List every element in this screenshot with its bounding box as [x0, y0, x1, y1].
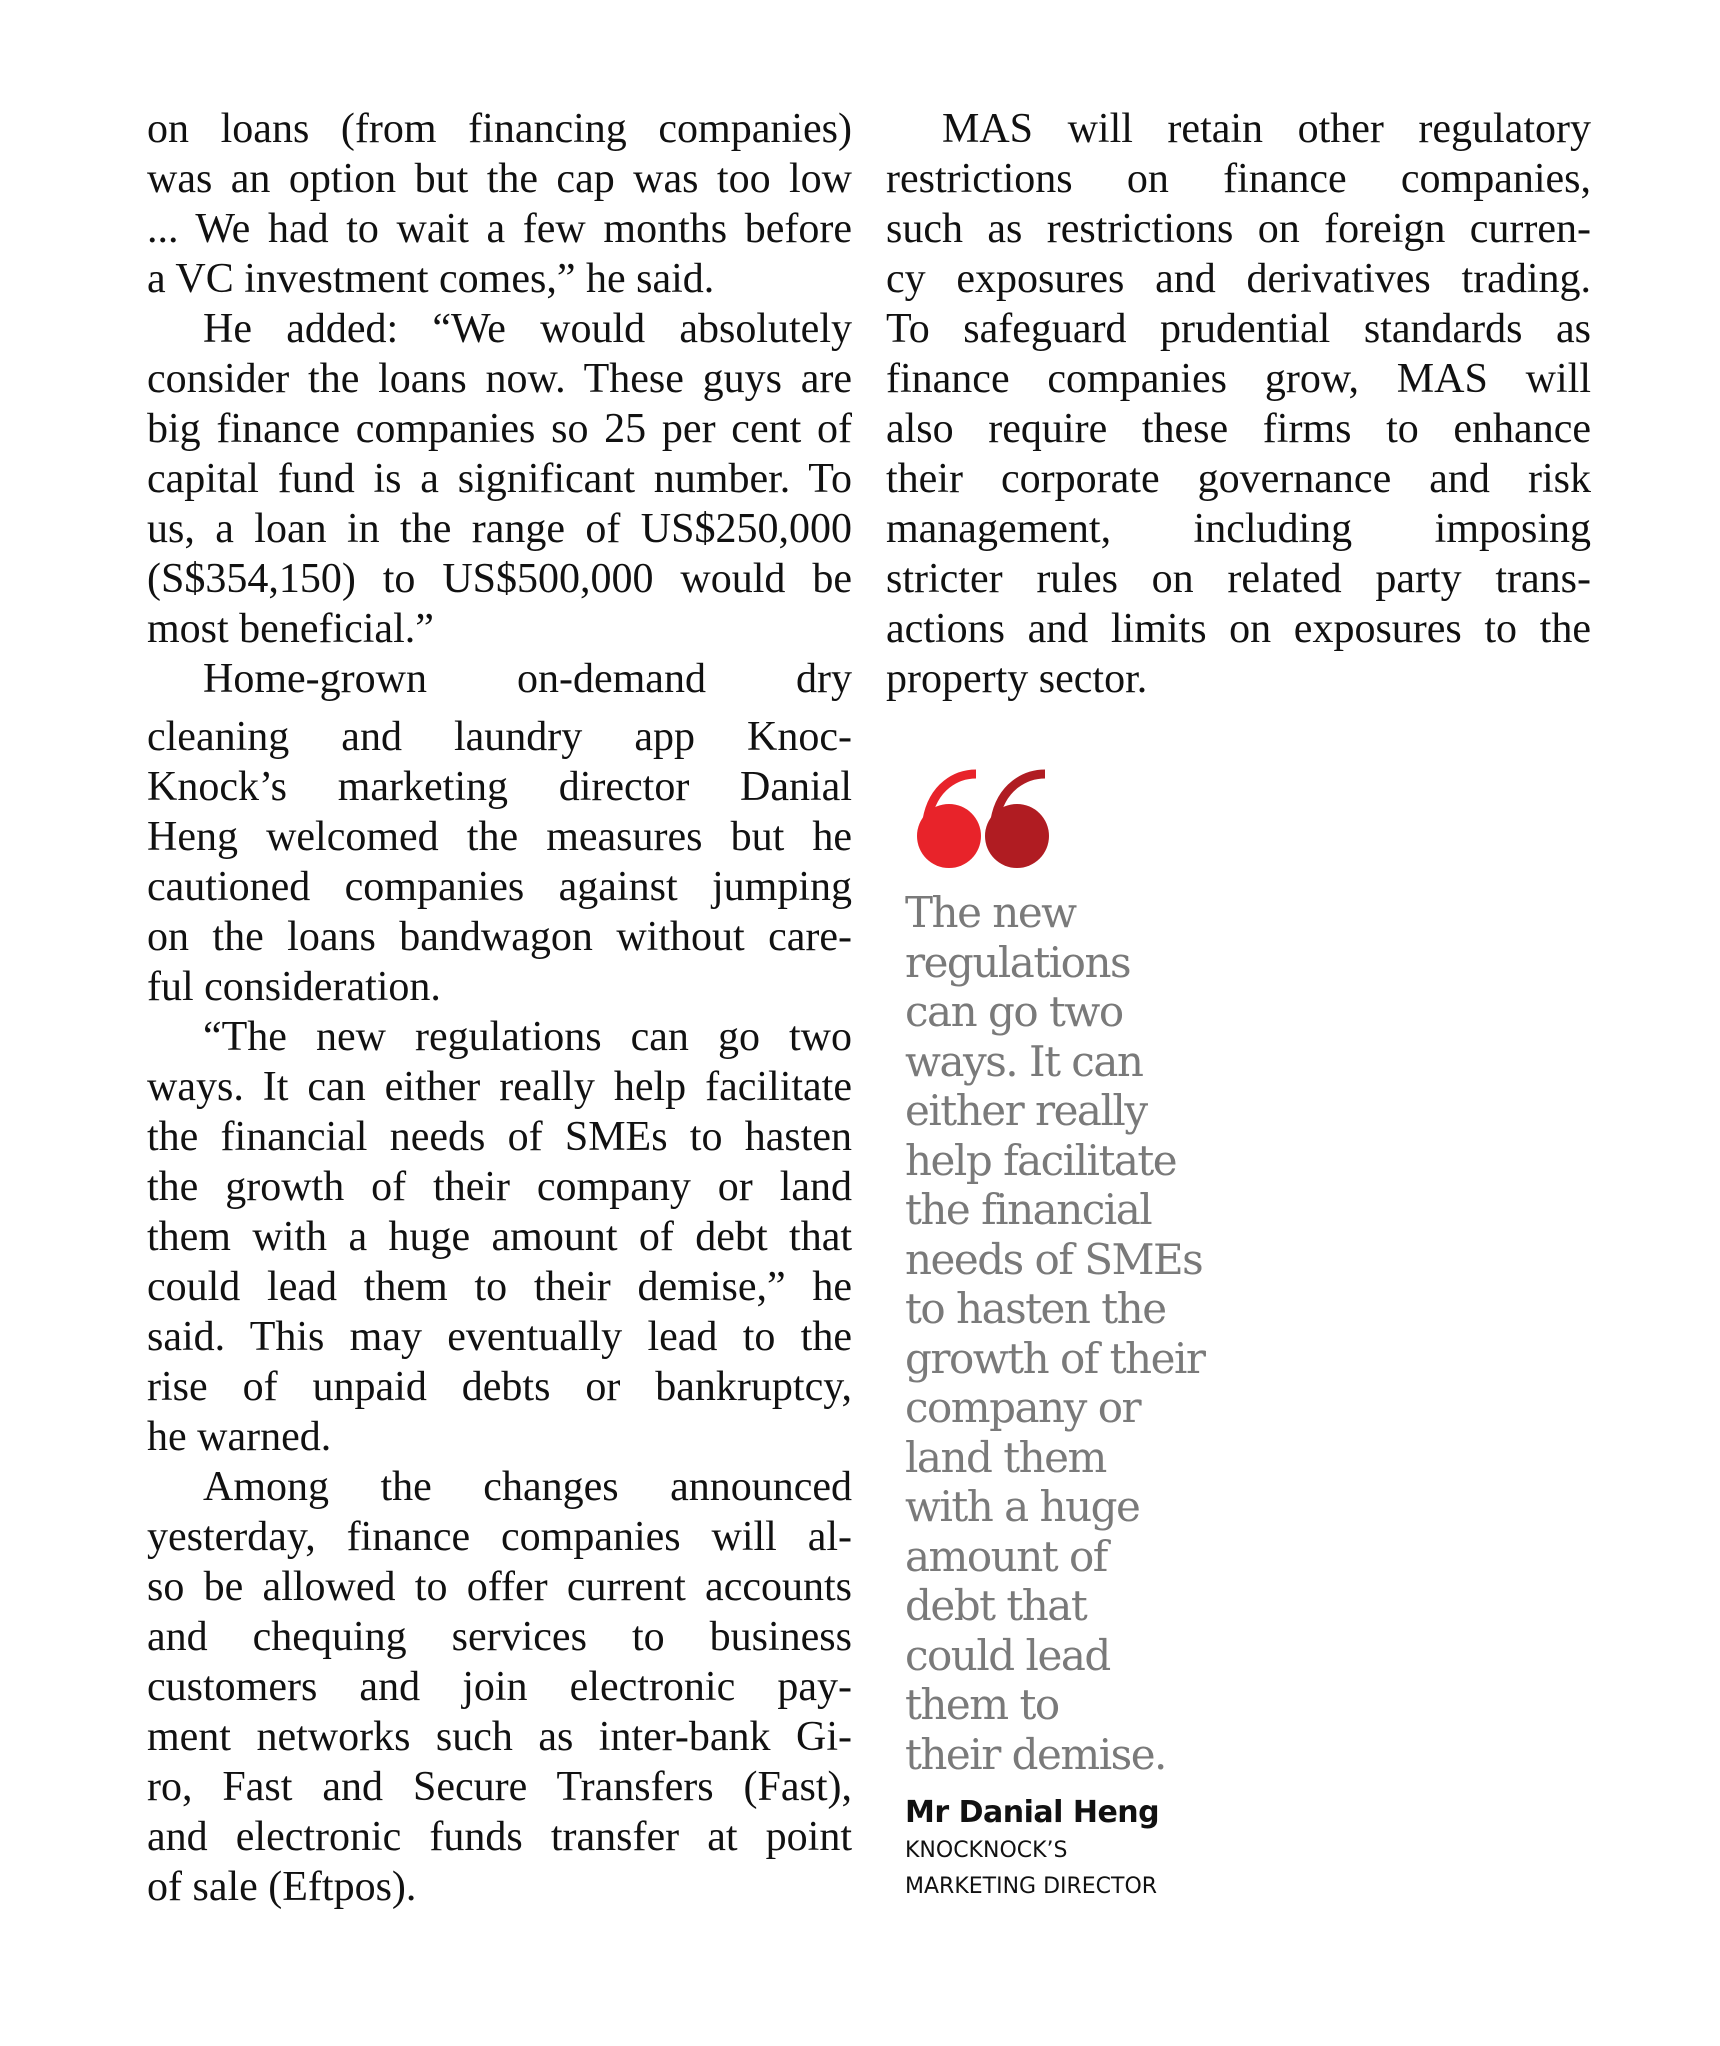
pull-quote-line: ways. It can — [905, 1036, 1143, 1086]
pull-quote-line: their demise. — [905, 1729, 1166, 1779]
article-line: ro, Fast and Secure Transfers (Fast), — [147, 1764, 852, 1810]
pull-quote-line: them to — [905, 1680, 1059, 1729]
article-line: cleaning and laundry app Knoc- — [147, 714, 852, 760]
pull-quote-line: regulations — [905, 937, 1131, 987]
pull-quote — [905, 760, 1325, 1905]
article-line: He added: “We would absolutely — [203, 306, 852, 352]
article-line: property sector. — [886, 656, 1148, 702]
article-line: cautioned companies against jumping — [147, 864, 852, 910]
article-line: Knock’s marketing director Danial — [147, 764, 852, 810]
pull-quote-line: company or — [905, 1383, 1141, 1432]
attribution-title: MARKETING DIRECTOR — [905, 1874, 1158, 1899]
pull-quote-line: needs of SMEs — [905, 1234, 1203, 1284]
article-line: said. This may eventually lead to the — [147, 1314, 852, 1360]
pull-quote-line: can go two — [905, 987, 1123, 1036]
article-column-right — [886, 104, 1591, 704]
article-line: Heng welcomed the measures but he — [147, 814, 852, 860]
article-line: MAS will retain other regulatory — [942, 106, 1591, 152]
pull-quote-line: help facilitate — [905, 1135, 1177, 1185]
article-line: the growth of their company or land — [147, 1164, 852, 1210]
attribution-title: KNOCKNOCK’S — [905, 1838, 1068, 1863]
pull-quote-text — [905, 888, 1325, 1779]
article-line: and electronic funds transfer at point — [147, 1814, 852, 1860]
article-line: (S$354,150) to US$500,000 would be — [147, 556, 852, 602]
article-line: them with a huge amount of debt that — [147, 1214, 852, 1260]
article-line: also require these firms to enhance — [886, 406, 1591, 452]
pull-quote-line: the financial — [905, 1185, 1152, 1234]
article-line: capital fund is a significant number. To — [147, 456, 852, 502]
article-line: most beneficial.” — [147, 606, 434, 652]
article-line: he warned. — [147, 1414, 332, 1460]
article-line: To safeguard prudential standards as — [886, 306, 1591, 352]
article-line: restrictions on finance companies, — [886, 156, 1591, 202]
article-column-left — [147, 104, 852, 1912]
article-line: Home-grown on-demand dry — [203, 656, 852, 702]
article-line: was an option but the cap was too low — [147, 156, 852, 202]
article-line: their corporate governance and risk — [886, 456, 1591, 502]
article-line: and chequing services to business — [147, 1614, 852, 1660]
article-line: such as restrictions on foreign curren- — [886, 206, 1591, 252]
article-line: yesterday, finance companies will al- — [147, 1514, 852, 1560]
article-line: rise of unpaid debts or bankruptcy, — [147, 1364, 852, 1410]
pull-quote-line: with a huge — [905, 1482, 1140, 1531]
article-line: ment networks such as inter-bank Gi- — [147, 1714, 852, 1760]
article-line: actions and limits on exposures to the — [886, 606, 1591, 652]
article-line: a VC investment comes,” he said. — [147, 256, 715, 302]
article-line: ... We had to wait a few months before — [147, 206, 852, 252]
article-line: customers and join electronic pay- — [147, 1664, 852, 1710]
pull-quote-line: debt that — [905, 1581, 1087, 1630]
pull-quote-line: either really — [905, 1086, 1147, 1135]
article-line: Among the changes announced — [203, 1464, 852, 1510]
article-line: “The new regulations can go two — [203, 1014, 852, 1060]
pull-quote-line: amount of — [905, 1531, 1107, 1581]
pull-quote-line: The new — [905, 888, 1076, 937]
article-line: cy exposures and derivatives trading. — [886, 256, 1591, 302]
article-line: the financial needs of SMEs to hasten — [147, 1114, 852, 1160]
article-line: us, a loan in the range of US$250,000 — [147, 506, 852, 552]
pull-quote-line: could lead — [905, 1630, 1110, 1680]
article-line: of sale (Eftpos). — [147, 1864, 417, 1910]
article-line: consider the loans now. These guys are — [147, 356, 852, 402]
article-line: ful consideration. — [147, 964, 441, 1010]
article-line: on loans (from financing companies) — [147, 106, 852, 152]
article-line: on the loans bandwagon without care- — [147, 914, 852, 960]
pull-quote-line: land them — [905, 1432, 1106, 1482]
article-line: stricter rules on related party trans- — [886, 556, 1591, 602]
quote-mark-icon — [905, 760, 1055, 880]
article-line: could lead them to their demise,” he — [147, 1264, 852, 1310]
article-line: big finance companies so 25 per cent of — [147, 406, 852, 452]
article-line: management, including imposing — [886, 506, 1591, 552]
pull-quote-line: to hasten the — [905, 1284, 1166, 1333]
article-line: finance companies grow, MAS will — [886, 356, 1591, 402]
article-line: so be allowed to offer current accounts — [147, 1564, 852, 1610]
pull-quote-line: growth of their — [905, 1333, 1205, 1383]
attribution-name: Mr Danial Heng — [905, 1795, 1160, 1830]
article-line: ways. It can either really help facilitate — [147, 1064, 852, 1110]
